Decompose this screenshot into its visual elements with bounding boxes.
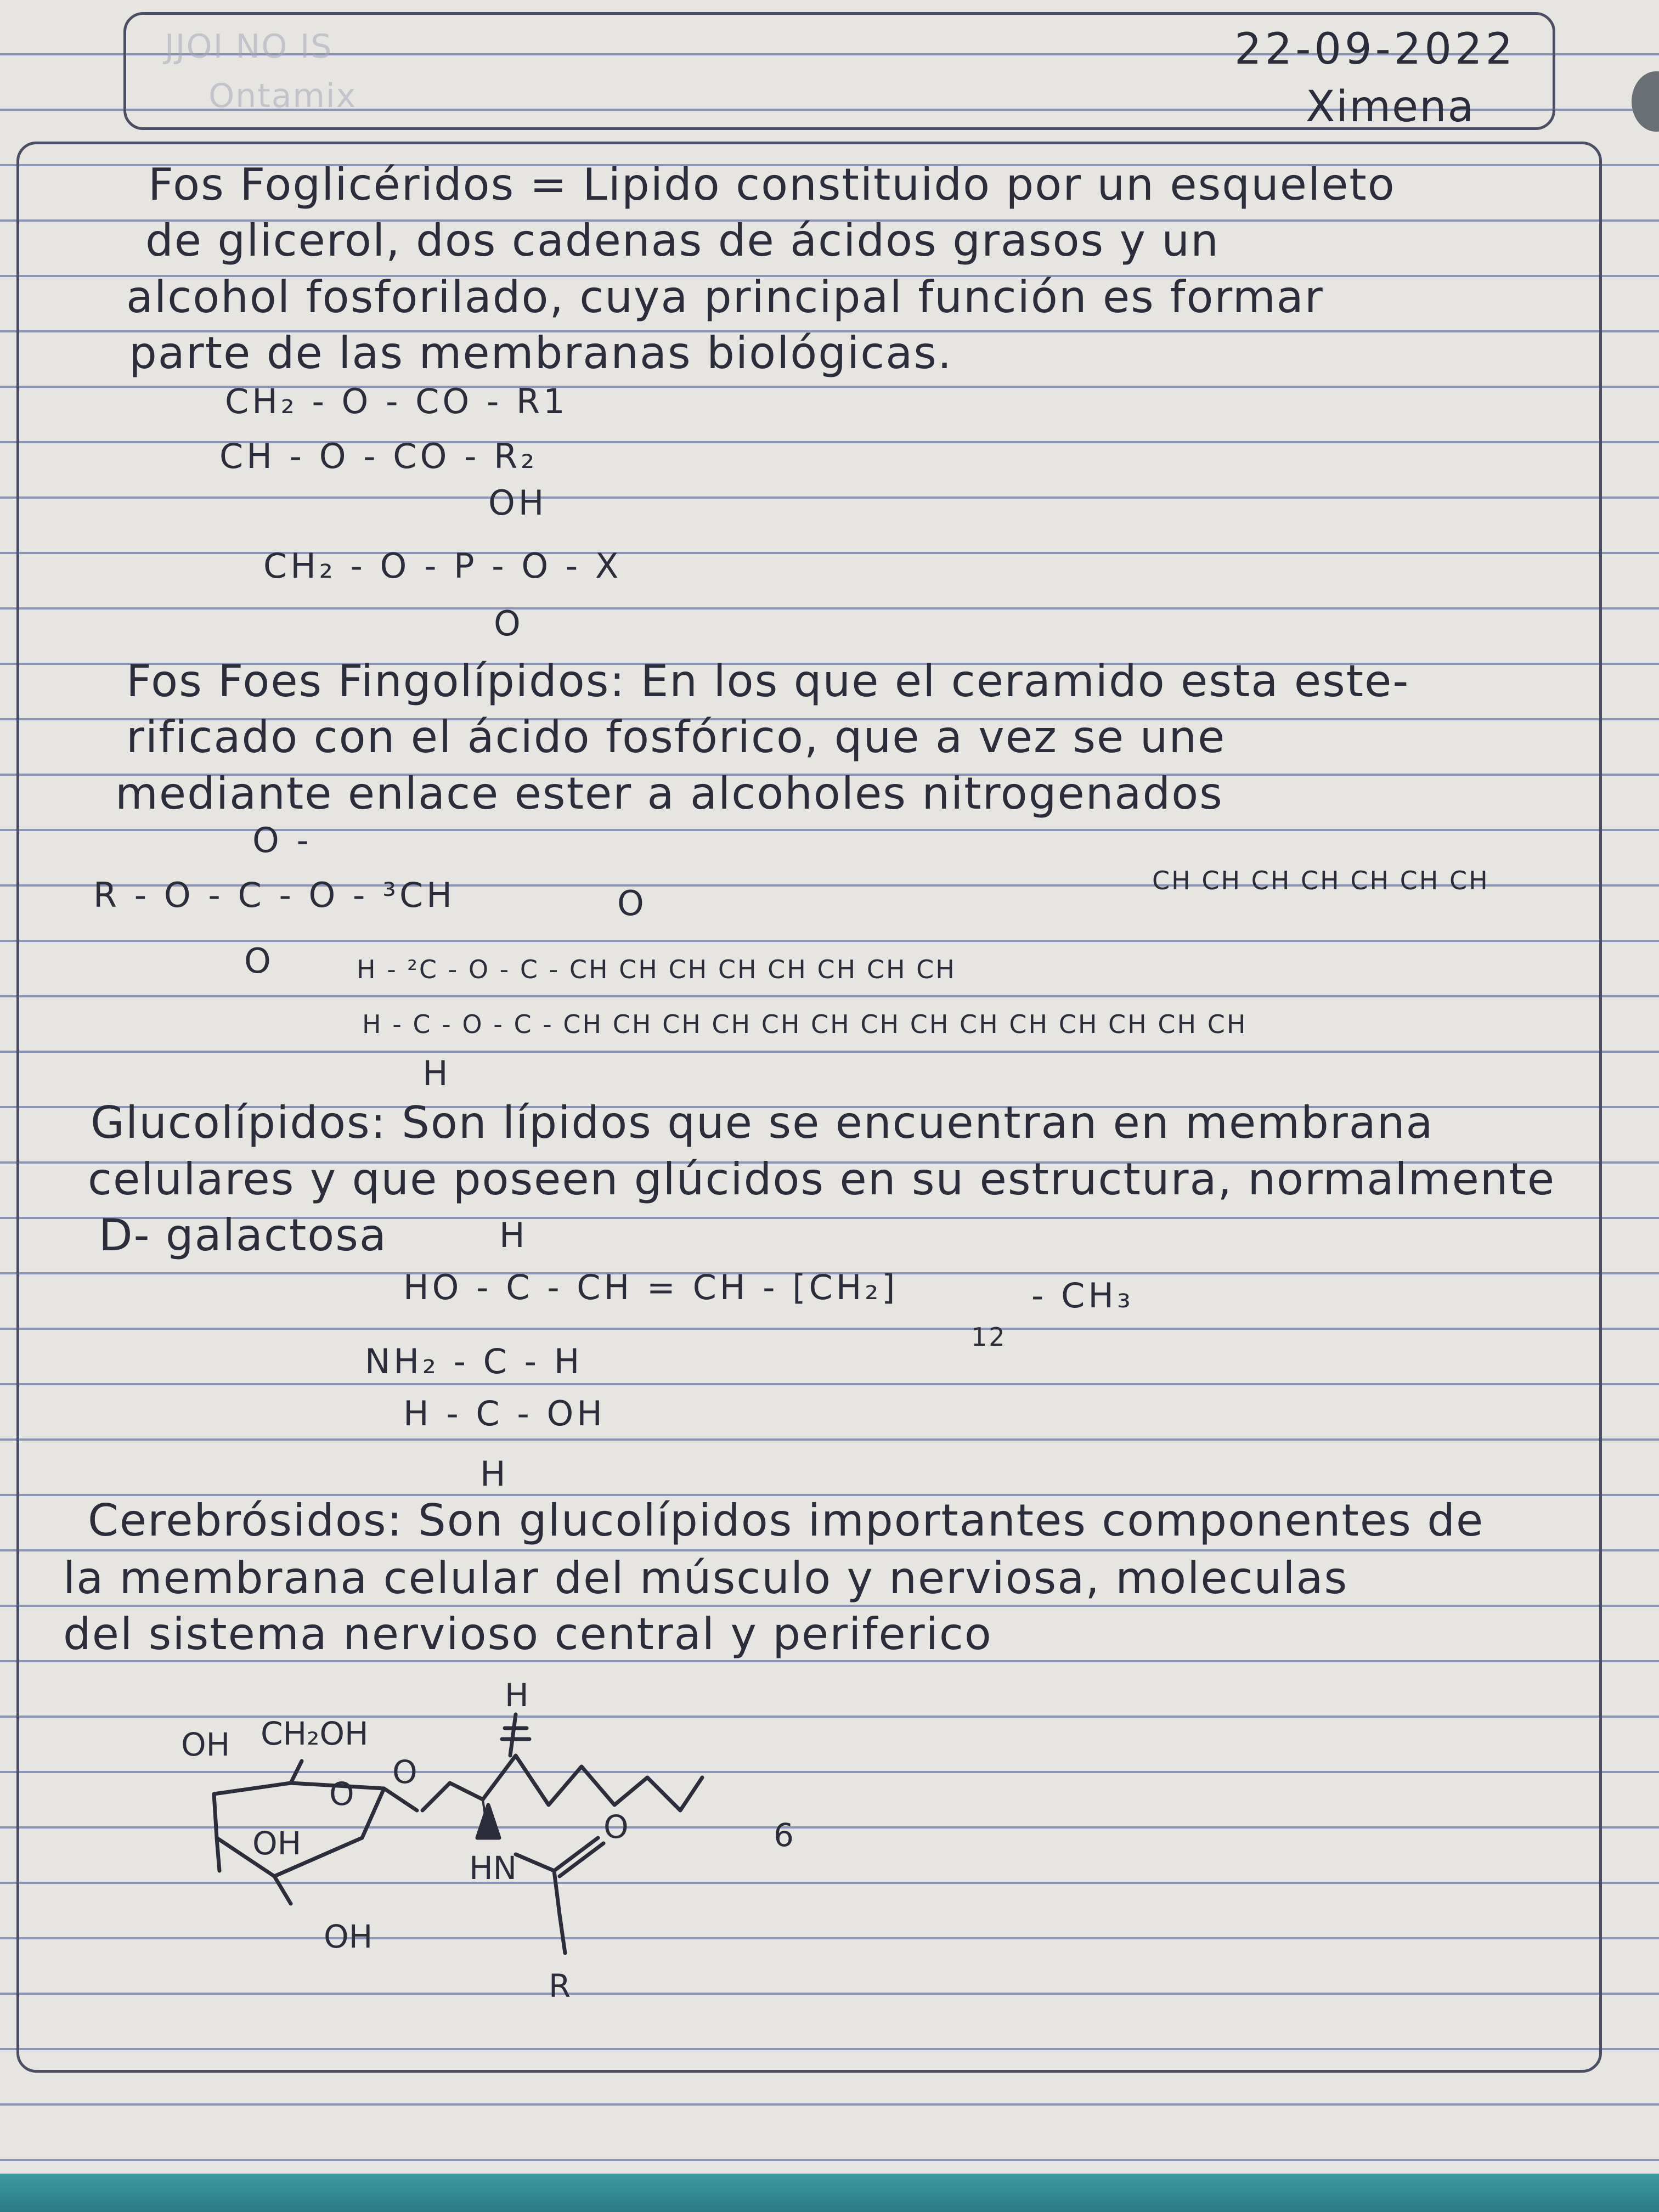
cerebroside-structure-drawing xyxy=(165,1673,933,2002)
structure-label: OH xyxy=(181,1726,230,1763)
cerebrosidos-line: Cerebrósidos: Son glucolípidos importantes componentes de xyxy=(88,1495,1485,1546)
formula-line: O xyxy=(244,941,274,981)
structure-label: HN xyxy=(469,1849,517,1887)
author-name: Ximena xyxy=(1306,82,1475,132)
formula-line: OH xyxy=(488,483,548,523)
glucolipidos-line: D- galactosa xyxy=(99,1210,387,1261)
structure-label: H xyxy=(505,1677,529,1714)
page-edge-shadow xyxy=(1632,71,1659,132)
structure-label: OH xyxy=(324,1918,373,1955)
formula-line: H - ²C - O - C - CH CH CH CH CH CH CH CH xyxy=(357,955,956,984)
formula-line: O - xyxy=(252,820,312,860)
formula-line: CH₂ - O - P - O - X xyxy=(263,546,622,586)
formula-line: CH₂ - O - CO - R1 xyxy=(225,381,568,421)
faint-text: Ontamix xyxy=(208,77,357,115)
desk-background xyxy=(0,2174,1659,2212)
fosfogliceridos-line: de glicerol, dos cadenas de ácidos grasos y un xyxy=(145,215,1220,266)
formula-line: O xyxy=(617,883,647,923)
fosfogliceridos-line: parte de las membranas biológicas. xyxy=(129,328,953,379)
formula-line: H xyxy=(422,1053,452,1093)
structure-label: 6 xyxy=(774,1816,794,1854)
formula-line: 12 xyxy=(971,1322,1007,1352)
formula-line: O xyxy=(494,603,524,644)
faint-text: JJOI NO IS xyxy=(165,27,333,66)
glucolipidos-line: Glucolípidos: Son lípidos que se encuentran en membrana xyxy=(91,1097,1434,1148)
cerebrosidos-line: del sistema nervioso central y periferico xyxy=(63,1609,992,1660)
fosfoesfingolipidos-line: rificado con el ácido fosfórico, que a vez se une xyxy=(126,712,1226,763)
glucolipidos-line: celulares y que poseen glúcidos en su estructura, normalmente xyxy=(88,1154,1556,1205)
formula-line: R - O - C - O - ³CH xyxy=(93,875,455,915)
cerebrosidos-line: la membrana celular del músculo y nerviosa, moleculas xyxy=(63,1553,1348,1604)
structure-label: O xyxy=(603,1808,629,1846)
structure-label: OH xyxy=(252,1825,302,1862)
fosfoesfingolipidos-line: mediante enlace ester a alcoholes nitrogenados xyxy=(115,768,1223,819)
formula-line: CH - O - CO - R₂ xyxy=(219,436,538,476)
structure-label: O xyxy=(392,1753,417,1791)
formula-line: - CH₃ xyxy=(1031,1276,1134,1316)
formula-line: CH CH CH CH CH CH CH xyxy=(1152,866,1489,895)
formula-line: HO - C - CH = CH - [CH₂] xyxy=(403,1267,899,1307)
formula-line: H - C - OH xyxy=(403,1393,606,1434)
fosfogliceridos-line: Fos Foglicéridos = Lipido constituido por un esqueleto xyxy=(148,159,1396,210)
structure-label: O xyxy=(329,1775,354,1813)
formula-line: H xyxy=(499,1215,528,1255)
fosfogliceridos-line: alcohol fosforilado, cuya principal función es formar xyxy=(126,272,1324,323)
structure-label: CH₂OH xyxy=(261,1715,369,1752)
formula-line: H xyxy=(480,1454,509,1494)
date: 22-09-2022 xyxy=(1234,25,1516,74)
formula-line: H - C - O - C - CH CH CH CH CH CH CH CH CH CH CH CH CH CH xyxy=(362,1009,1248,1039)
formula-line: NH₂ - C - H xyxy=(365,1341,583,1381)
fosfoesfingolipidos-line: Fos Foes Fingolípidos: En los que el ceramido esta este- xyxy=(126,656,1410,707)
structure-label: R xyxy=(549,1967,571,2002)
